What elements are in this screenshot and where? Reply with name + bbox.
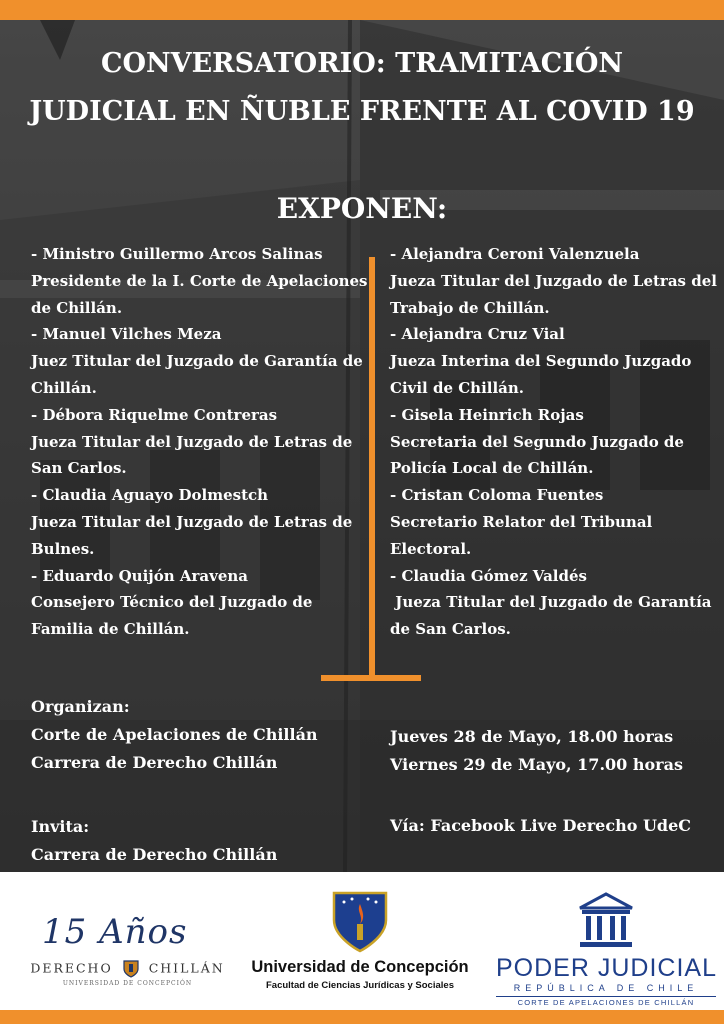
speaker-line: Presidente de la I. Corte de Apelaciones — [31, 271, 368, 290]
speaker-line: San Carlos. — [31, 459, 127, 478]
organizan-label: Organizan: — [31, 697, 130, 716]
pj-name: PODER JUDICIAL — [496, 954, 717, 982]
poster-title — [0, 40, 724, 136]
invita-label: Invita: — [31, 817, 90, 836]
speaker-line: Electoral. — [390, 539, 472, 558]
speaker-line: Secretaria del Segundo Juzgado de — [390, 432, 684, 451]
anos-text: 15 Años — [42, 912, 188, 952]
speaker-line: - Alejandra Ceroni Valenzuela — [390, 245, 640, 263]
derecho-word: DERECHO — [30, 960, 113, 976]
speaker-line: Juez Titular del Juzgado de Garantía de — [31, 352, 363, 371]
derecho-chillan-text — [20, 960, 235, 978]
pj-republic: REPÚBLICA DE CHILE — [513, 983, 699, 993]
udec-faculty: Facultad de Ciencias Jurídicas y Sociales — [266, 980, 454, 991]
speaker-line: - Débora Riquelme Contreras — [31, 405, 278, 424]
invita-block — [31, 813, 277, 869]
speaker-line: Chillán. — [31, 378, 97, 397]
pj-court: CORTE DE APELACIONES DE CHILLÁN — [496, 996, 716, 1007]
schedule-day-1: Jueves 28 de Mayo, 18.00 horas — [390, 727, 674, 746]
organizer-2: Carrera de Derecho Chillán — [31, 753, 278, 772]
speaker-line: - Alejandra Cruz Vial — [390, 325, 565, 344]
courthouse-icon — [576, 892, 636, 950]
divider-vertical — [369, 257, 375, 677]
speakers-left-column — [31, 241, 367, 643]
speaker-line: Bulnes. — [31, 539, 95, 558]
speaker-line: de San Carlos. — [390, 620, 511, 639]
via-facebook: Vía: Facebook Live Derecho UdeC — [390, 816, 692, 835]
speaker-line: Jueza Titular del Juzgado de Garantía — [390, 593, 712, 612]
udec-name: Universidad de Concepción — [251, 958, 469, 976]
top-accent-bar — [0, 0, 724, 20]
invita-org: Carrera de Derecho Chillán — [31, 845, 278, 864]
derecho-udec-text: UNIVERSIDAD DE CONCEPCIÓN — [62, 980, 193, 987]
speaker-line: Familia de Chillán. — [31, 620, 190, 639]
speaker-line: - Eduardo Quijón Aravena — [31, 566, 248, 585]
speaker-line: Consejero Técnico del Juzgado de — [31, 593, 313, 612]
bottom-accent-bar — [0, 1010, 724, 1024]
exponen-heading: EXPONEN: — [276, 192, 448, 225]
speaker-line: Jueza Titular del Juzgado de Letras del — [390, 271, 717, 290]
speaker-line: Jueza Interina del Segundo Juzgado — [390, 352, 692, 371]
speaker-line: - Cristan Coloma Fuentes — [390, 486, 604, 505]
udec-shield-icon — [330, 890, 390, 954]
speaker-line: Trabajo de Chillán. — [390, 298, 550, 317]
speaker-line: - Ministro Guillermo Arcos Salinas — [31, 245, 323, 263]
speaker-line: Civil de Chillán. — [390, 378, 525, 397]
speaker-line: Jueza Titular del Juzgado de Letras de — [31, 432, 353, 451]
speaker-line: - Claudia Aguayo Dolmestch — [31, 486, 269, 505]
logo-15-anos-derecho — [20, 912, 235, 997]
title-line-2: JUDICIAL EN ÑUBLE FRENTE AL COVID 19 — [29, 96, 695, 127]
logo-poder-judicial — [496, 890, 716, 1005]
logos-strip — [0, 872, 724, 1010]
divider-base — [321, 675, 421, 681]
organizan-block — [31, 693, 318, 777]
speaker-line: de Chillán. — [31, 298, 123, 317]
logo-universidad-concepcion — [250, 890, 470, 1000]
chillan-word: CHILLÁN — [148, 960, 225, 976]
speaker-line: - Manuel Vilches Meza — [31, 325, 222, 344]
speaker-line: - Gisela Heinrich Rojas — [390, 405, 584, 424]
schedule-day-2: Viernes 29 de Mayo, 17.00 horas — [390, 755, 683, 774]
speaker-line: Secretario Relator del Tribunal — [390, 512, 653, 531]
speaker-line: Jueza Titular del Juzgado de Letras de — [31, 512, 353, 531]
speaker-line: Policía Local de Chillán. — [390, 459, 594, 478]
shield-icon — [123, 960, 139, 978]
speakers-right-column — [390, 241, 717, 643]
speaker-line: - Claudia Gómez Valdés — [390, 566, 587, 585]
schedule-block — [390, 723, 683, 779]
title-line-1: CONVERSATORIO: TRAMITACIÓN — [100, 48, 624, 79]
organizer-1: Corte de Apelaciones de Chillán — [31, 725, 318, 744]
